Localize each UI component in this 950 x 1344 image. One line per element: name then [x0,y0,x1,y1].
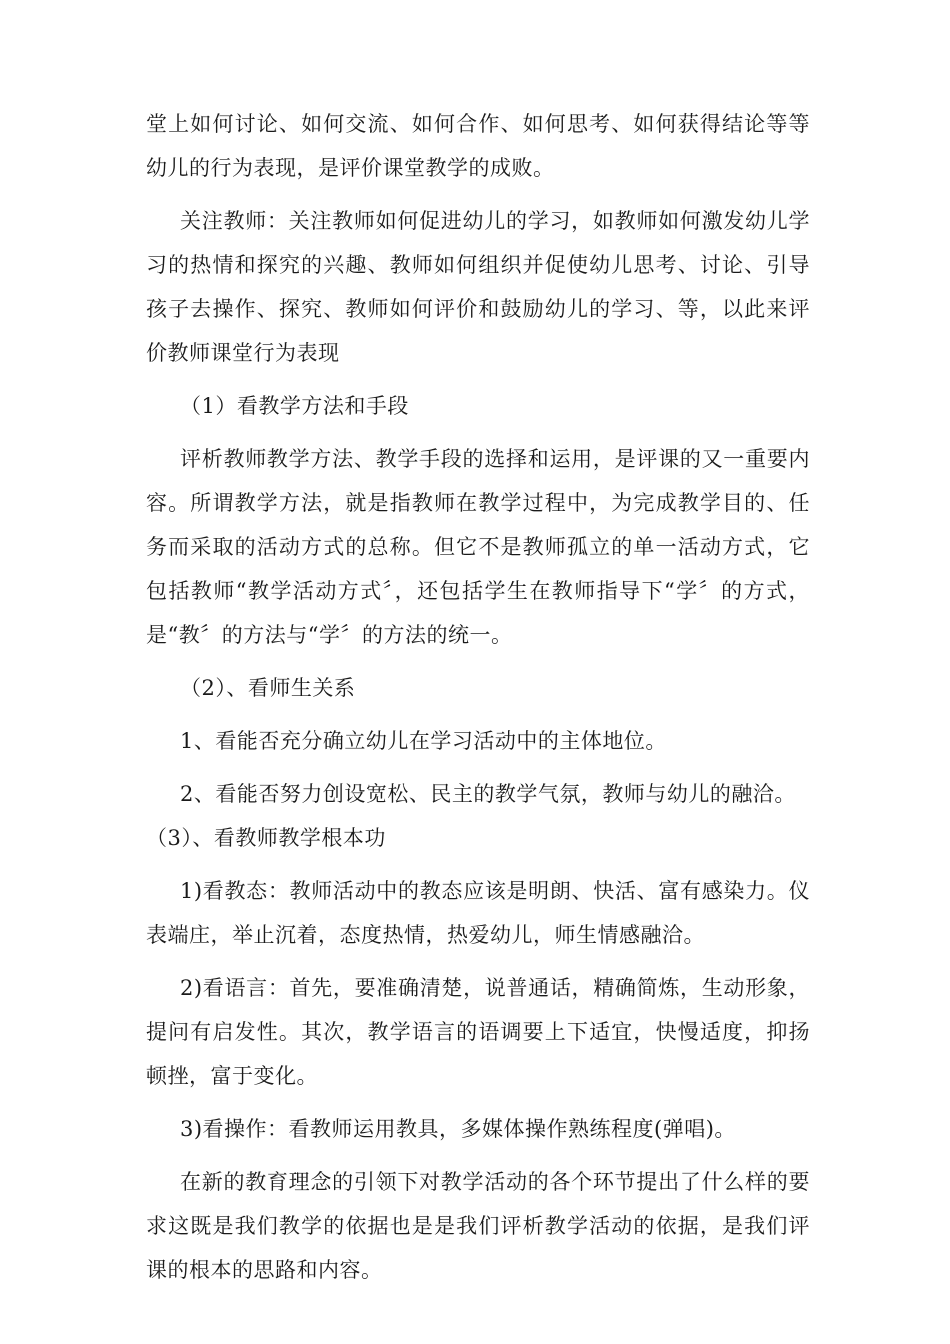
paragraph-teaching-methods: 评析教师教学方法、教学手段的选择和运用，是评课的又一重要内容。所谓教学方法，就是指教师在教学过程中，为完成教学目的、任务而采取的活动方式的总称。但它不是教师孤立的单一活动方式，它包括教师“教学活动方式〞，还包括学生在教师指导下“学〞的方式，是“教〞的方法与“学〞的方法的统一。 [146,447,810,647]
item-language: 2)看语言：首先，要准确清楚，说普通话，精确简炼，生动形象，提问有启发性。其次，教学语言的语调要上下适宜，快慢适度，抑扬顿挫，富于变化。 [146,976,810,1088]
heading-teacher-student-relation: （2）、看师生关系 [180,676,356,700]
paragraph-focus-teacher: 关注教师：关注教师如何促进幼儿的学习，如教师如何激发幼儿学习的热情和探究的兴趣、教师如何组织并促使幼儿思考、讨论、引导孩子去操作、探究、教师如何评价和鼓励幼儿的学习、等，以此来评价教师课堂行为表现 [146,209,810,365]
list-item-atmosphere: 2、看能否努力创设宽松、民主的教学气氛，教师与幼儿的融洽。 [180,782,796,806]
paragraph-conclusion: 在新的教育理念的引领下对教学活动的各个环节提出了什么样的要求这既是我们教学的依据也是是我们评析教学活动的依据，是我们评课的根本的思路和内容。 [146,1170,810,1282]
paragraph-continuation: 堂上如何讨论、如何交流、如何合作、如何思考、如何获得结论等等幼儿的行为表现，是评价课堂教学的成败。 [146,112,810,180]
list-item-subject-status: 1、看能否充分确立幼儿在学习活动中的主体地位。 [180,729,667,753]
document-body [146,102,810,1301]
item-demeanor: 1)看教态：教师活动中的教态应该是明朗、快活、富有感染力。仪表端庄，举止沉着，态度热情，热爱幼儿，师生情感融洽。 [146,879,810,947]
heading-basic-skills: （3）、看教师教学根本功 [146,826,386,850]
heading-teaching-methods: （1）看教学方法和手段 [180,394,409,418]
item-operation: 3)看操作：看教师运用教具，多媒体操作熟练程度(弹唱)。 [180,1117,736,1141]
